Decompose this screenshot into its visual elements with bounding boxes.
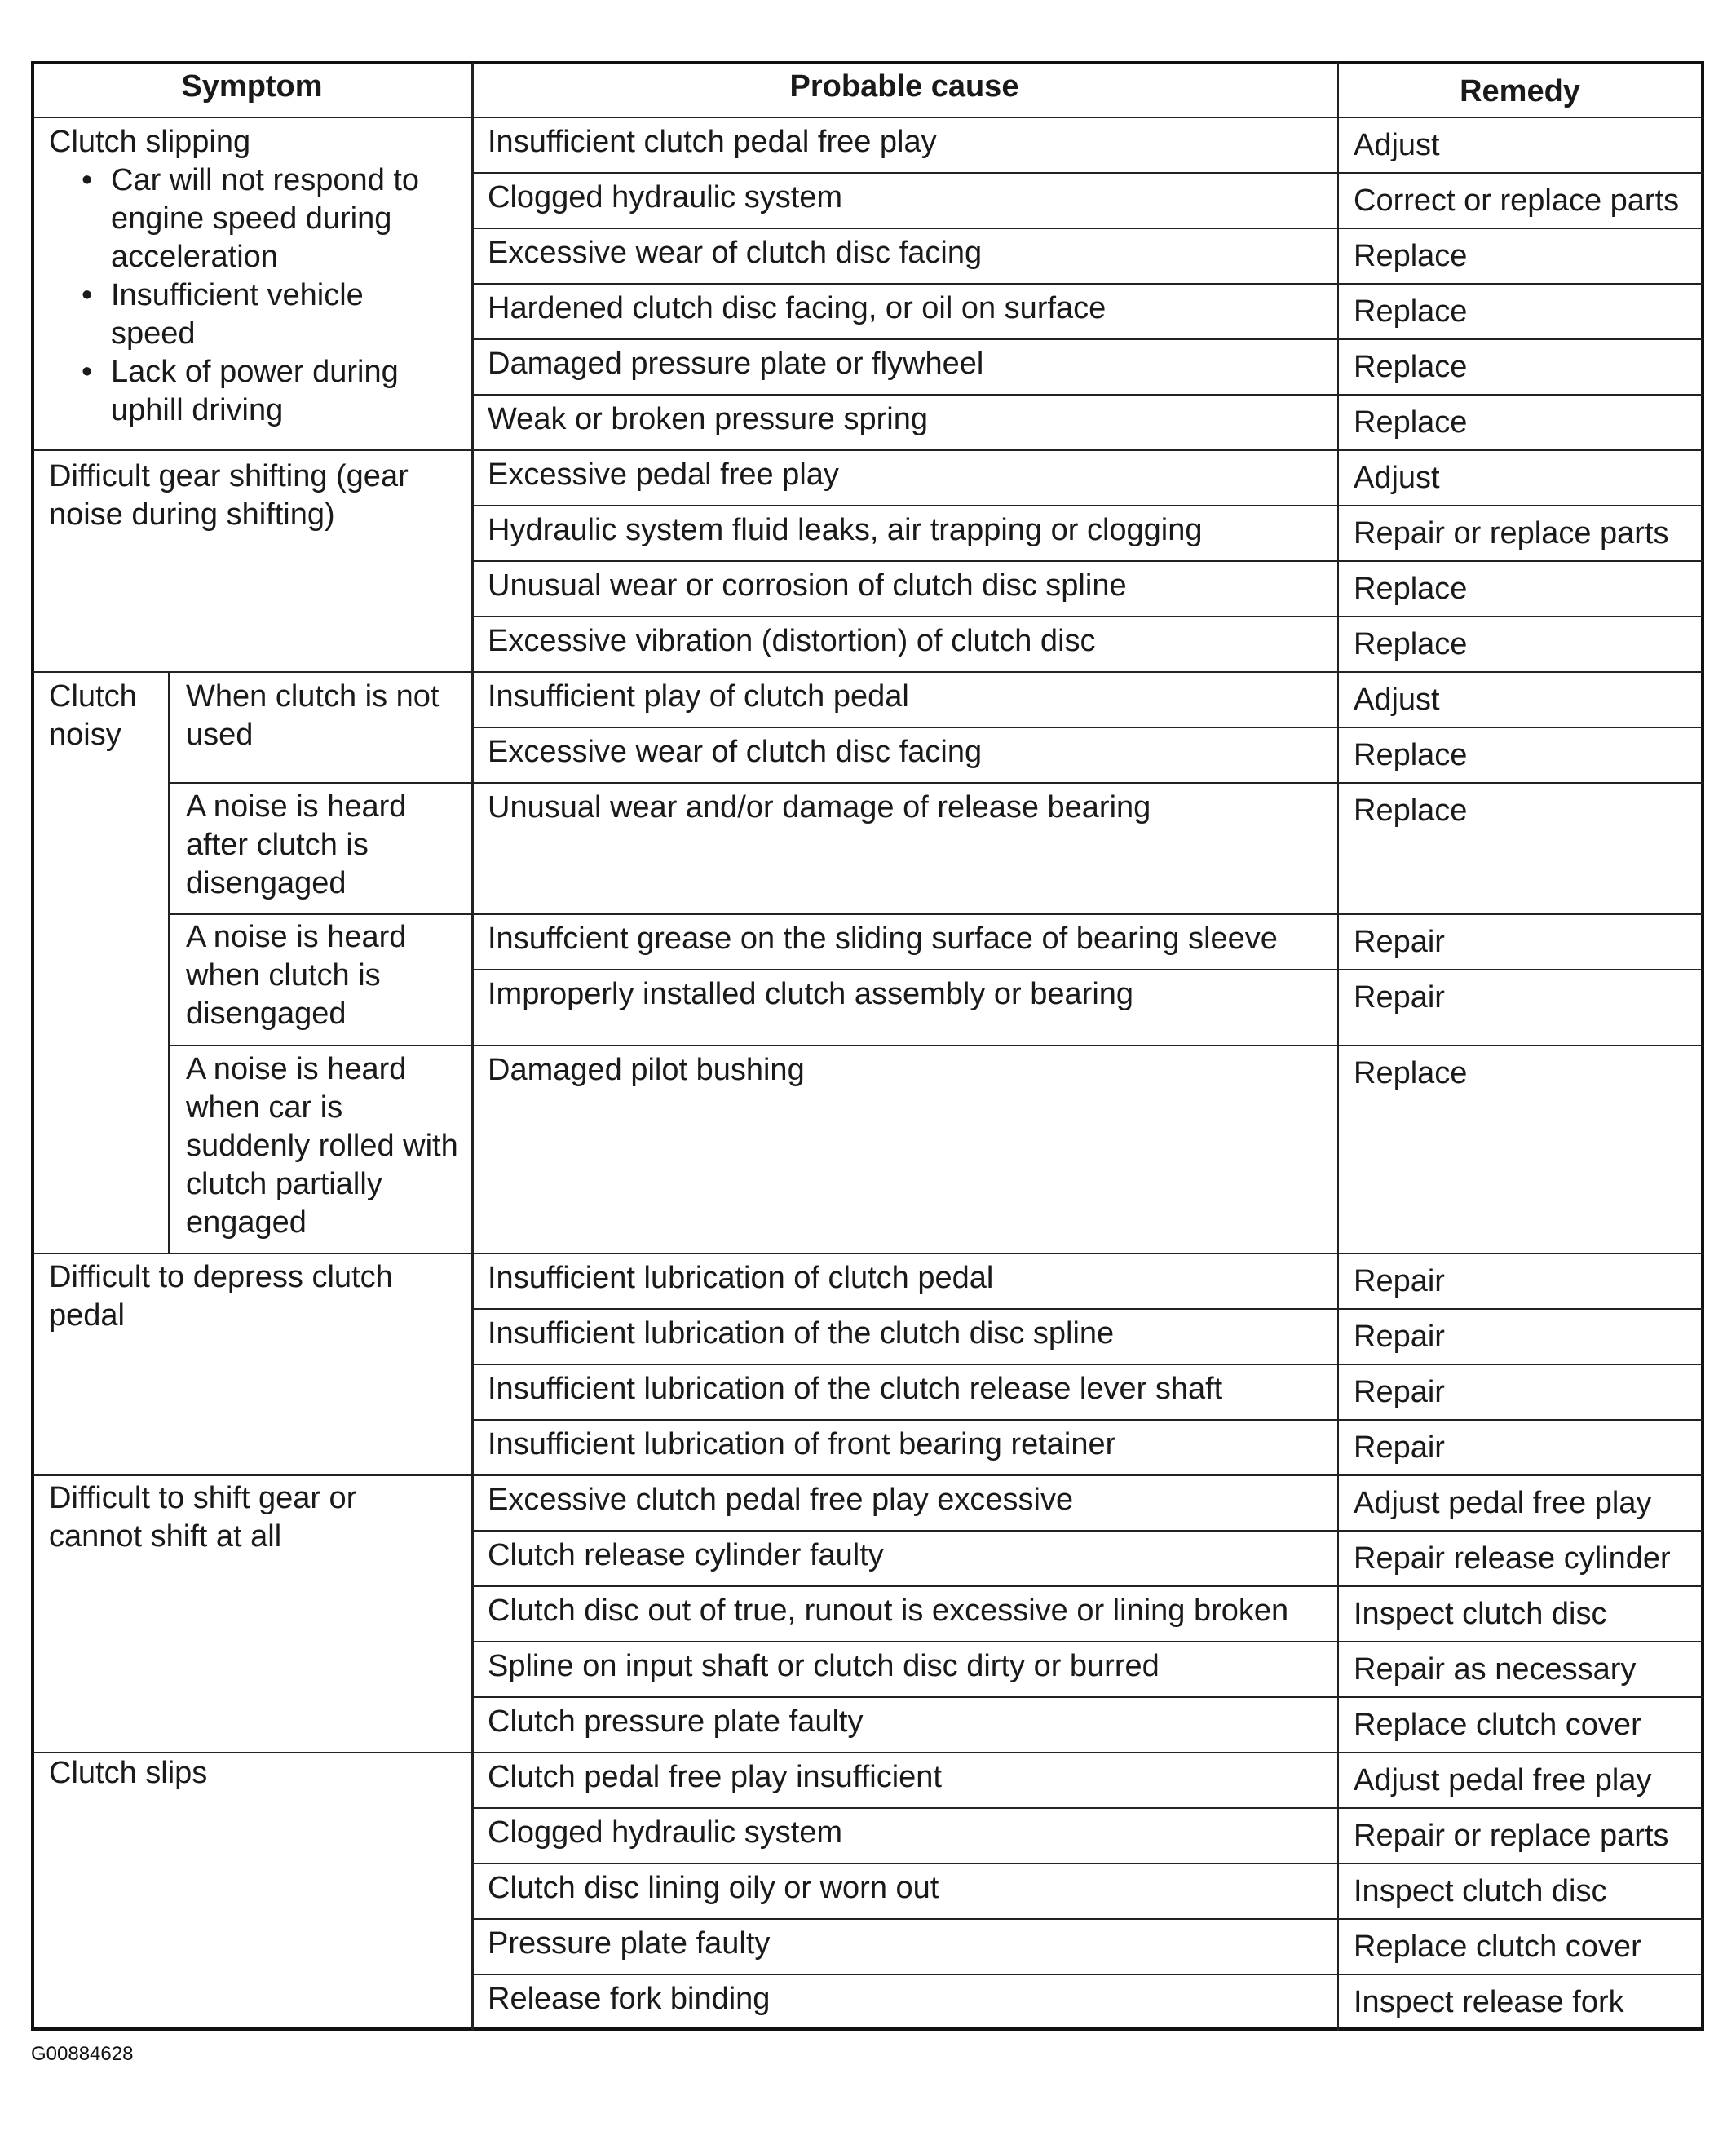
cause-cell: Clogged hydraulic system [488,180,843,214]
cause-cell: Hardened clutch disc facing, or oil on surface [488,291,1107,325]
symptom-clutch-slipping-title: Clutch slipping [49,125,251,159]
cause-cell: Improperly installed clutch assembly or bearing [488,977,1134,1011]
cause-cell: Clutch disc lining oily or worn out [488,1871,939,1905]
remedy-cell: Repair [1354,1375,1445,1409]
cause-cell: Excessive pedal free play [488,458,839,492]
noisy-sub-when-clutch-not-used: When clutch is not used [186,679,440,752]
remedy-cell: Adjust [1354,683,1440,717]
remedy-cell: Replace [1354,350,1468,384]
cause-cell: Excessive vibration (distortion) of clutch disc [488,624,1096,658]
symptom-clutch-slips: Clutch slips [49,1756,208,1790]
remedy-cell: Replace clutch cover [1354,1930,1641,1964]
symptom-clutch-slipping [33,118,471,430]
cause-cell: Insufficient clutch pedal free play [488,125,937,159]
remedy-cell: Adjust pedal free play [1354,1763,1652,1797]
symptom-difficult-depress-pedal: Difficult to depress clutch pedal [49,1260,393,1333]
remedy-cell: Adjust [1354,128,1440,162]
cause-cell: Clutch pressure plate faulty [488,1704,864,1739]
cause-cell: Damaged pilot bushing [488,1053,805,1087]
header-remedy: Remedy [1460,74,1580,108]
cause-cell: Weak or broken pressure spring [488,402,928,436]
header-symptom: Symptom [181,69,323,104]
cause-cell: Excessive clutch pedal free play excessive [488,1483,1074,1517]
noisy-sub-when-disengaged: A noise is heard when clutch is disengaged [186,920,407,1031]
remedy-cell: Repair or replace parts [1354,1819,1669,1853]
remedy-cell: Replace [1354,572,1468,606]
remedy-cell: Inspect clutch disc [1354,1874,1607,1908]
cause-cell: Insufficient lubrication of clutch pedal [488,1261,994,1295]
remedy-cell: Correct or replace parts [1354,183,1680,218]
noisy-sub-after-disengaged: A noise is heard after clutch is disengaged [186,789,407,900]
cause-cell: Insufficient lubrication of the clutch disc spline [488,1316,1115,1351]
cause-cell: Hydraulic system fluid leaks, air trapping or clogging [488,513,1203,547]
symptom-bullet-1: • Car will not respond to engine speed during acceleration [49,161,494,276]
remedy-cell: Replace [1354,239,1468,273]
symptom-difficult-gear-shifting: Difficult gear shifting (gear noise during shifting) [49,459,409,532]
cause-cell: Spline on input shaft or clutch disc dirty or burred [488,1649,1160,1683]
header-probable-cause: Probable cause [789,69,1019,104]
cause-cell: Clutch pedal free play insufficient [488,1760,942,1794]
remedy-cell: Repair as necessary [1354,1652,1637,1687]
noisy-sub-suddenly-rolled: A noise is heard when car is suddenly rolled with clutch partially engaged [186,1052,458,1240]
remedy-cell: Replace clutch cover [1354,1708,1641,1742]
cause-cell: Excessive wear of clutch disc facing [488,236,983,270]
cause-cell: Release fork binding [488,1982,771,2016]
remedy-cell: Replace [1354,794,1468,828]
symptom-bullet-2: • Insufficient vehicle speed [49,276,437,353]
remedy-cell: Repair [1354,1264,1445,1298]
remedy-cell: Adjust pedal free play [1354,1486,1652,1520]
remedy-cell: Inspect clutch disc [1354,1597,1607,1631]
symptom-clutch-noisy: Clutch noisy [49,679,137,752]
cause-cell: Damaged pressure plate or flywheel [488,347,984,381]
cause-cell: Unusual wear and/or damage of release bearing [488,790,1151,825]
cause-cell: Clogged hydraulic system [488,1815,843,1850]
remedy-cell: Replace [1354,405,1468,440]
remedy-cell: Repair [1354,1430,1445,1465]
cause-cell: Clutch disc out of true, runout is excessive or lining broken [488,1594,1289,1628]
cause-cell: Unusual wear or corrosion of clutch disc spline [488,568,1127,603]
symptom-bullet-3: • Lack of power during uphill driving [49,353,462,430]
cause-cell: Insuffcient grease on the sliding surface of bearing sleeve [488,922,1278,956]
remedy-cell: Repair [1354,925,1445,959]
cause-cell: Clutch release cylinder faulty [488,1538,884,1572]
cause-cell: Excessive wear of clutch disc facing [488,735,983,769]
remedy-cell: Replace [1354,627,1468,661]
cause-cell: Pressure plate faulty [488,1926,771,1961]
cause-cell: Insufficient lubrication of the clutch release lever shaft [488,1372,1223,1406]
remedy-cell: Repair or replace parts [1354,516,1669,550]
figure-code: G00884628 [31,2043,134,2065]
remedy-cell: Adjust [1354,461,1440,495]
remedy-cell: Repair [1354,1320,1445,1354]
remedy-cell: Replace [1354,294,1468,329]
symptom-group-divider [33,449,471,451]
remedy-cell: Replace [1354,738,1468,772]
cause-cell: Insufficient lubrication of front bearing retainer [488,1427,1116,1461]
cause-cell: Insufficient play of clutch pedal [488,679,909,714]
remedy-cell: Repair release cylinder [1354,1541,1671,1576]
symptom-difficult-shift-gear: Difficult to shift gear or cannot shift at all [49,1481,357,1554]
remedy-cell: Inspect release fork [1354,1985,1624,2019]
remedy-cell: Repair [1354,980,1445,1015]
remedy-cell: Replace [1354,1056,1468,1090]
